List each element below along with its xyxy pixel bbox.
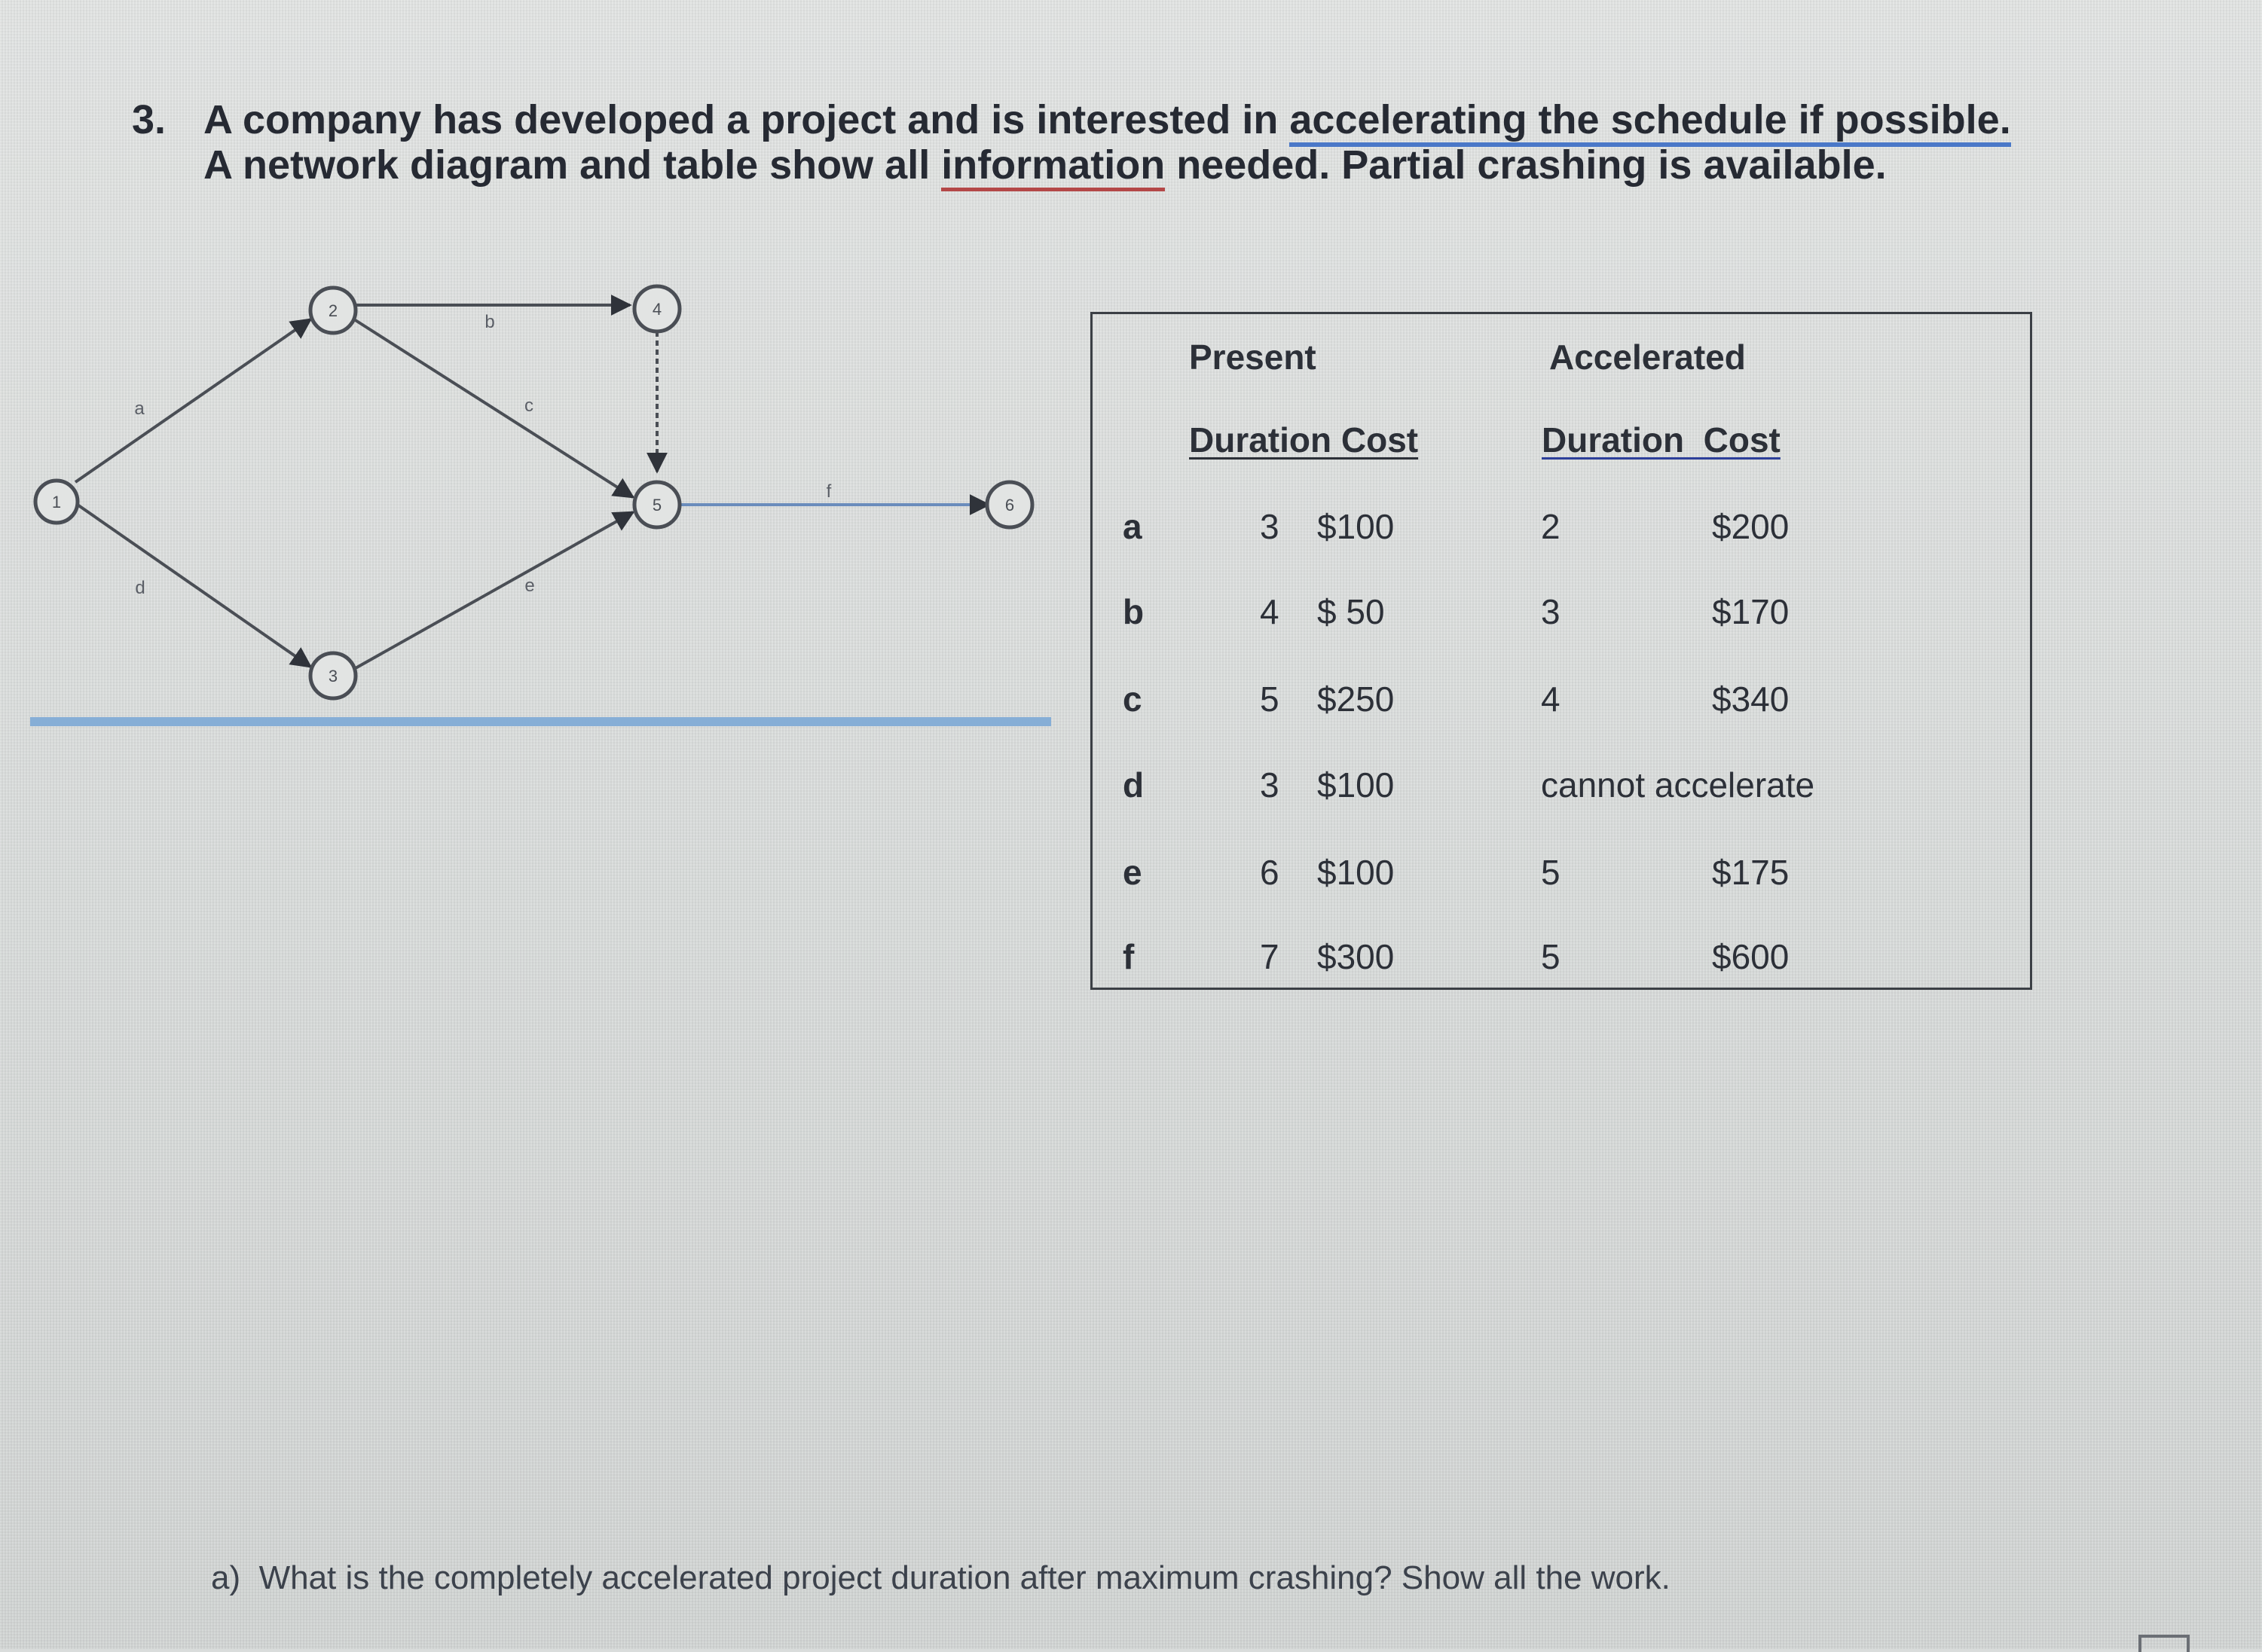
present-cost: $100 <box>1317 507 1395 546</box>
question-line-2-text: A network diagram and table show all <box>203 142 942 188</box>
node-label-3: 3 <box>328 667 338 686</box>
accelerated-cost: $175 <box>1712 853 1790 892</box>
question-line-1 <box>203 96 2011 143</box>
row-activity: f <box>1123 937 1135 976</box>
node-label-1: 1 <box>51 493 62 511</box>
question-line-1-underlined: accelerating the schedule if possible. <box>1289 97 2010 147</box>
present-duration: 3 <box>1260 765 1279 805</box>
activity-label-c: c <box>524 395 533 416</box>
present-duration: 3 <box>1260 507 1279 546</box>
part-a-question: a) What is the completely accelerated project duration after maximum crashing? Show all the work. <box>211 1559 1671 1596</box>
corner-bracket-icon <box>2138 1635 2190 1652</box>
row-activity: b <box>1123 592 1145 631</box>
accelerated-subheader: Duration Cost <box>1542 420 1781 460</box>
accelerated-duration: 4 <box>1541 679 1560 719</box>
present-header: Present <box>1189 337 1316 377</box>
edge-e <box>354 512 633 669</box>
activity-label-f: f <box>826 481 832 502</box>
node-label-4: 4 <box>652 300 662 319</box>
node-label-6: 6 <box>1004 496 1015 515</box>
present-cost: $300 <box>1317 937 1395 976</box>
present-cost: $100 <box>1317 765 1395 805</box>
edge-c <box>354 319 633 497</box>
accelerated-header: Accelerated <box>1549 337 1746 377</box>
question-number: 3. <box>132 97 167 142</box>
activity-label-e: e <box>524 576 535 596</box>
accelerated-cost: $340 <box>1712 679 1790 719</box>
question-line-2-underlined: information <box>941 142 1165 191</box>
present-cost: $250 <box>1317 679 1395 719</box>
activity-label-d: d <box>135 578 145 598</box>
accelerated-duration: 3 <box>1541 592 1560 631</box>
accelerated-cost: $200 <box>1712 507 1790 546</box>
edge-a <box>75 319 310 482</box>
crash-table <box>1090 312 2032 990</box>
row-activity: c <box>1123 679 1142 719</box>
edge-d <box>75 503 310 667</box>
node-label-5: 5 <box>652 496 662 515</box>
activity-label-b: b <box>484 312 495 332</box>
node-label-2: 2 <box>328 301 338 320</box>
present-duration: 4 <box>1260 592 1279 631</box>
question-line-2 <box>203 142 1887 188</box>
blue-divider <box>30 717 1051 726</box>
present-subheader: Duration Cost <box>1189 420 1419 460</box>
network-diagram <box>0 271 1070 723</box>
present-cost: $ 50 <box>1317 592 1385 631</box>
present-duration: 7 <box>1260 937 1279 976</box>
question-line-1-text: A company has developed a project and is interested in <box>203 97 1290 142</box>
row-activity: a <box>1123 507 1142 546</box>
accelerated-duration: 5 <box>1541 937 1560 976</box>
activity-label-a: a <box>134 398 145 419</box>
present-cost: $100 <box>1317 853 1395 892</box>
present-duration: 6 <box>1260 853 1279 892</box>
accelerated-note: cannot accelerate <box>1541 765 1815 805</box>
accelerated-cost: $600 <box>1712 937 1790 976</box>
row-activity: e <box>1123 853 1142 892</box>
row-activity: d <box>1123 765 1145 805</box>
accelerated-duration: 5 <box>1541 853 1560 892</box>
accelerated-duration: 2 <box>1541 507 1560 546</box>
accelerated-cost: $170 <box>1712 592 1790 631</box>
question-line-2-text-end: needed. Partial crashing is available. <box>1165 142 1887 188</box>
present-duration: 5 <box>1260 679 1279 719</box>
